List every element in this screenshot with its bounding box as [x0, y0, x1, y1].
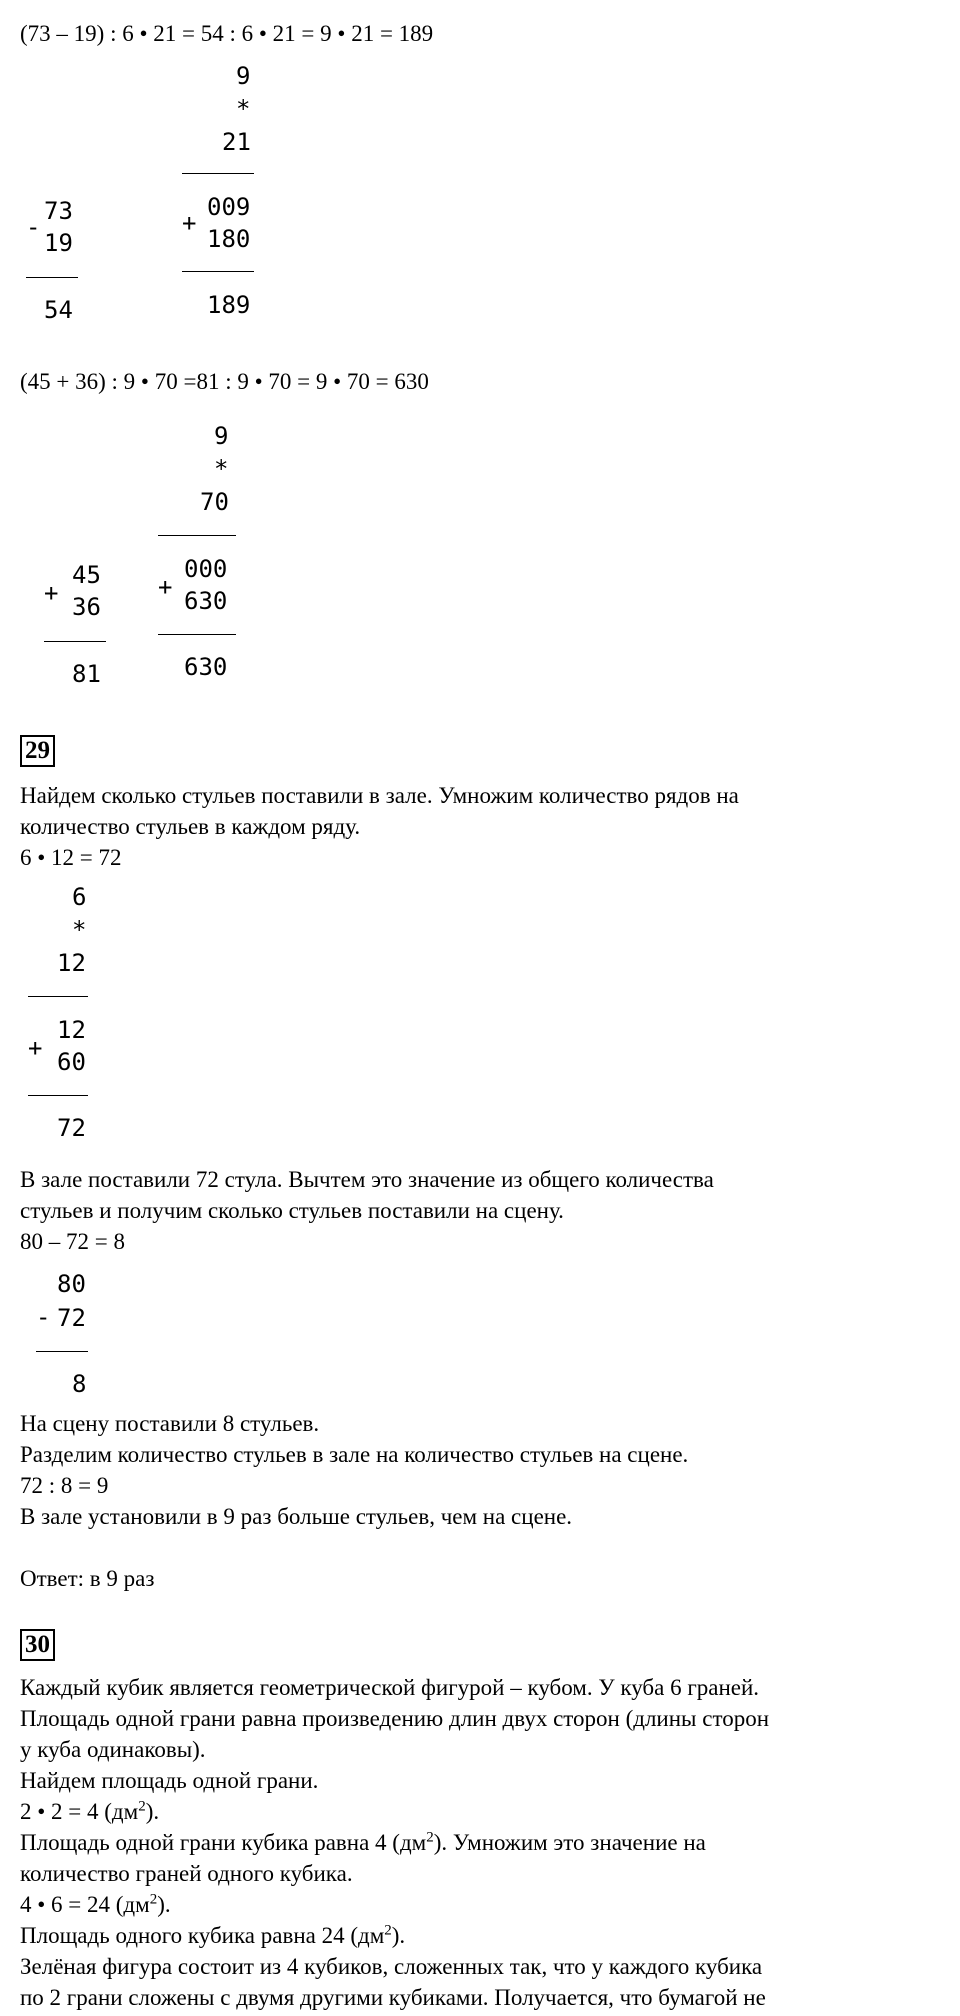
- task-29-answer: Ответ: в 9 раз: [20, 1566, 155, 1591]
- task-30-line-7: Площадь одного кубика равна 24 $(дм^2)$.: [20, 1922, 406, 1948]
- mult-2-partial-1: 000: [184, 555, 228, 583]
- mult-29-partial-2: 60: [57, 1048, 86, 1076]
- add-2-addend-b: 36: [72, 593, 101, 621]
- mult-2-result: 630: [184, 653, 228, 681]
- task-30-equation-2: 4 • 6 = 24 $(дм^2)$.: [20, 1891, 171, 1917]
- sub-1-subtrahend: 19: [44, 229, 73, 257]
- mult-29-partial-1: 12: [57, 1016, 86, 1044]
- add-2-rule: [44, 641, 106, 642]
- add-2-addend-a: 45: [72, 561, 101, 589]
- sub-29-operator: -: [36, 1303, 51, 1331]
- expression-2: (45 + 36) : 9 • 70 =81 : 9 • 70 = 9 • 70 = 630: [20, 369, 429, 394]
- mult-1-partial-2: 180: [207, 225, 251, 253]
- sub-1-operator: -: [26, 213, 41, 241]
- mult-29-factor-b: 12: [57, 949, 86, 977]
- mult-1-factor-a: 9: [236, 62, 251, 90]
- mult-2-rule-2: [158, 634, 236, 635]
- sub-1-minuend: 73: [44, 197, 73, 225]
- sub-29-rule: [36, 1351, 88, 1352]
- task-30-line-4: Найдем площадь одной грани.: [20, 1768, 319, 1793]
- task-30-line-1: Каждый кубик является геометрической фигурой – кубом. У куба 6 граней.: [20, 1675, 760, 1700]
- sub-29-subtrahend: 72: [57, 1304, 86, 1332]
- task-29-line-7: В зале установили в 9 раз больше стульев, чем на сцене.: [20, 1504, 573, 1529]
- task-30-line-3: у куба одинаковы).: [20, 1737, 206, 1762]
- mult-1-result: 189: [207, 291, 251, 319]
- sub-1-rule: [26, 277, 78, 278]
- task-30-line-5: Площадь одной грани кубика равна 4 $(дм^2)$. Умножим это значение на: [20, 1829, 706, 1855]
- add-2-operator: +: [44, 579, 59, 607]
- task-29-line-4: стульев и получим сколько стульев поставили на сцену.: [20, 1198, 564, 1223]
- mult-1-rule: [182, 173, 254, 174]
- sub-1-result: 54: [44, 296, 73, 324]
- sub-29-result: 8: [72, 1370, 87, 1398]
- add-2-result: 81: [72, 660, 101, 688]
- mult-2-plus: +: [158, 573, 173, 601]
- mult-29-rule: [28, 996, 88, 997]
- mult-2-operator: *: [214, 455, 229, 483]
- task-29-equation-2: 80 – 72 = 8: [20, 1229, 125, 1254]
- expression-1: (73 – 19) : 6 • 21 = 54 : 6 • 21 = 9 • 21 = 189: [20, 21, 434, 46]
- mult-1-operator: *: [236, 95, 251, 123]
- mult-2-partial-2: 630: [184, 587, 228, 615]
- task-29-line-3: В зале поставили 72 стула. Вычтем это значение из общего количества: [20, 1167, 714, 1192]
- mult-1-plus: +: [182, 209, 197, 237]
- mult-29-factor-a: 6: [72, 883, 87, 911]
- task-29-number: 29: [20, 735, 55, 767]
- mult-2-factor-b: 70: [200, 488, 229, 516]
- task-30-line-9: по 2 грани сложены с двумя другими кубиками. Получается, что бумагой не: [20, 1985, 766, 2010]
- task-30-number: 30: [20, 1629, 55, 1661]
- mult-2-factor-a: 9: [214, 422, 229, 450]
- mult-2-rule: [158, 535, 236, 536]
- mult-1-rule-2: [182, 271, 254, 272]
- mult-1-factor-b: 21: [222, 128, 251, 156]
- mult-1-partial-1: 009: [207, 193, 251, 221]
- task-29-equation-3: 72 : 8 = 9: [20, 1473, 109, 1498]
- task-30-line-8: Зелёная фигура состоит из 4 кубиков, сложенных так, что у каждого кубика: [20, 1954, 763, 1979]
- sub-29-minuend: 80: [57, 1270, 86, 1298]
- mult-29-plus: +: [28, 1034, 43, 1062]
- mult-29-operator: *: [72, 916, 87, 944]
- mult-29-rule-2: [28, 1095, 88, 1096]
- task-30-line-2: Площадь одной грани равна произведению длин двух сторон (длины сторон: [20, 1706, 770, 1731]
- task-29-equation-1: 6 • 12 = 72: [20, 845, 122, 870]
- task-29-line-6: Разделим количество стульев в зале на количество стульев на сцене.: [20, 1442, 689, 1467]
- task-29-line-5: На сцену поставили 8 стульев.: [20, 1411, 320, 1436]
- task-30-equation-1: 2 • 2 = 4 $(дм^2)$.: [20, 1798, 160, 1824]
- mult-29-result: 72: [57, 1114, 86, 1142]
- task-29-line-2: количество стульев в каждом ряду.: [20, 814, 361, 839]
- task-30-line-6: количество граней одного кубика.: [20, 1861, 353, 1886]
- task-29-line-1: Найдем сколько стульев поставили в зале. Умножим количество рядов на: [20, 783, 739, 808]
